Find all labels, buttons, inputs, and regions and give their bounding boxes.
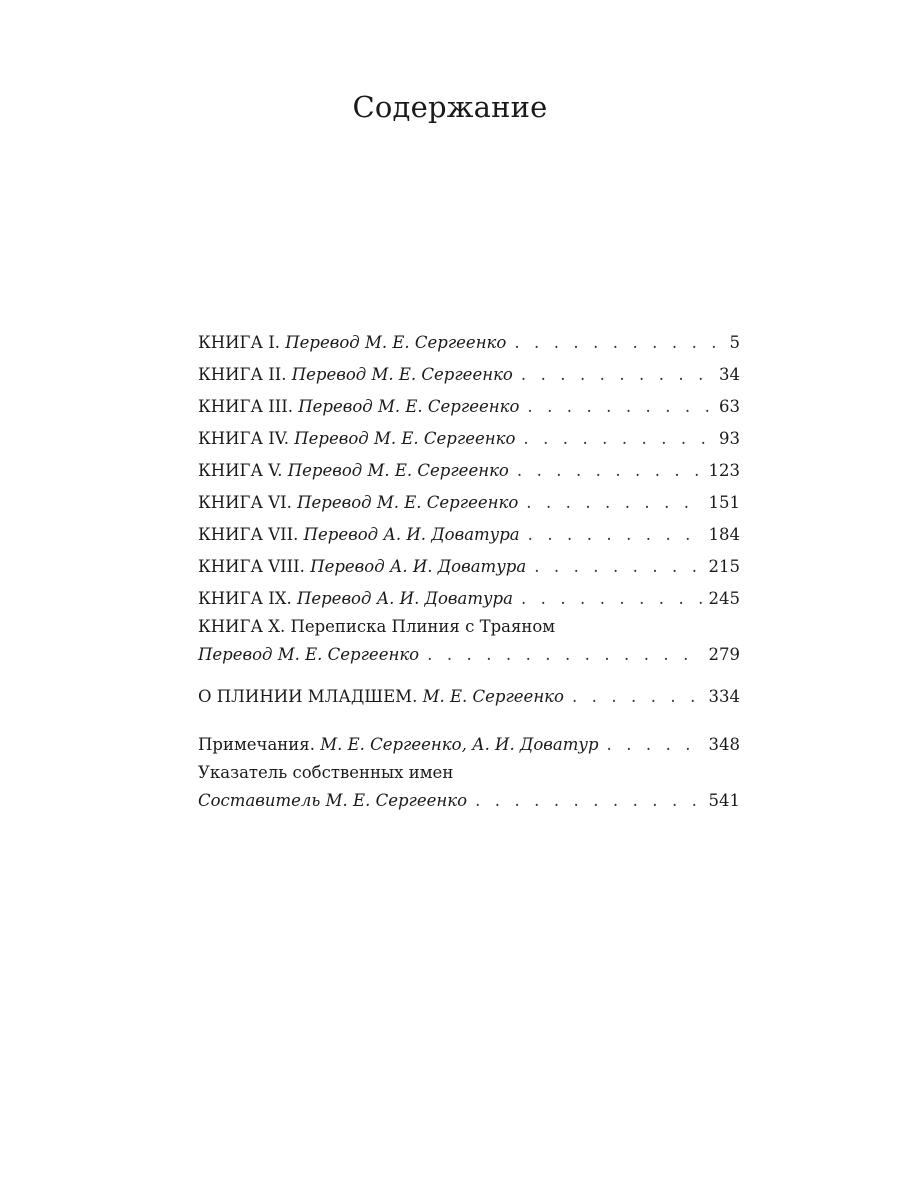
dot-leader	[527, 391, 713, 423]
toc-page-number: 541	[708, 791, 740, 810]
toc-page-number: 63	[719, 397, 740, 416]
dot-leader	[517, 455, 703, 487]
toc-entry-label: КНИГА I. Перевод М. Е. Сергеенко	[198, 333, 507, 352]
dot-leader	[528, 519, 703, 551]
toc-page-number: 215	[708, 557, 740, 576]
toc-entry-index[interactable]	[198, 761, 740, 817]
dot-leader	[523, 423, 713, 455]
toc-entry-label: КНИГА II. Перевод М. Е. Сергеенко	[198, 365, 513, 384]
toc-entry-label: КНИГА IX. Перевод А. И. Доватура	[198, 589, 513, 608]
toc-entry-book-2[interactable]	[198, 359, 740, 391]
toc-entry-heading: КНИГА X. Переписка Плиния с Траяном	[198, 617, 556, 636]
dot-leader	[607, 729, 703, 761]
toc-page-number: 123	[708, 461, 740, 480]
toc-page-number: 93	[719, 429, 740, 448]
toc-page-number: 279	[708, 645, 740, 664]
dot-leader	[521, 583, 703, 615]
toc-entry-label: Примечания. М. Е. Сергеенко, А. И. Доватур	[198, 735, 599, 754]
toc-entry-book-3[interactable]	[198, 391, 740, 423]
dot-leader	[475, 785, 702, 817]
dot-leader	[521, 359, 713, 391]
toc-page-number: 184	[708, 525, 740, 544]
dot-leader	[526, 487, 702, 519]
toc-page-number: 245	[708, 589, 740, 608]
toc-page-number: 334	[708, 687, 740, 706]
toc-entry-label: Составитель М. Е. Сергеенко	[198, 791, 468, 810]
toc-entry-label: КНИГА III. Перевод М. Е. Сергеенко	[198, 397, 520, 416]
table-of-contents	[198, 327, 740, 817]
toc-page-number: 348	[708, 735, 740, 754]
toc-page-number: 34	[719, 365, 740, 384]
toc-entry-label: О ПЛИНИИ МЛАДШЕМ. М. Е. Сергеенко	[198, 687, 564, 706]
toc-entry-heading: Указатель собственных имен	[198, 763, 454, 782]
toc-entry-book-8[interactable]	[198, 551, 740, 583]
toc-entry-label: КНИГА VI. Перевод М. Е. Сергеенко	[198, 493, 519, 512]
toc-entry-book-10[interactable]	[198, 615, 740, 671]
toc-entry-book-1[interactable]	[198, 327, 740, 359]
toc-entry-book-4[interactable]	[198, 423, 740, 455]
toc-entry-label: Перевод М. Е. Сергеенко	[198, 645, 420, 664]
toc-entry-book-5[interactable]	[198, 455, 740, 487]
toc-entry-book-7[interactable]	[198, 519, 740, 551]
page-title: Содержание	[352, 90, 548, 124]
toc-entry-label: КНИГА VII. Перевод А. И. Доватура	[198, 525, 520, 544]
toc-entry-about-pliny[interactable]	[198, 681, 740, 713]
toc-entry-label: КНИГА V. Перевод М. Е. Сергеенко	[198, 461, 509, 480]
dot-leader	[427, 639, 702, 671]
dot-leader	[534, 551, 702, 583]
toc-entry-book-9[interactable]	[198, 583, 740, 615]
toc-page-number: 151	[708, 493, 740, 512]
toc-entry-label: КНИГА IV. Перевод М. Е. Сергеенко	[198, 429, 516, 448]
dot-leader	[514, 327, 723, 359]
toc-entry-book-6[interactable]	[198, 487, 740, 519]
toc-entry-notes[interactable]	[198, 729, 740, 761]
dot-leader	[572, 681, 703, 713]
toc-entry-label: КНИГА VIII. Перевод А. И. Доватура	[198, 557, 527, 576]
toc-page-number: 5	[729, 333, 740, 352]
